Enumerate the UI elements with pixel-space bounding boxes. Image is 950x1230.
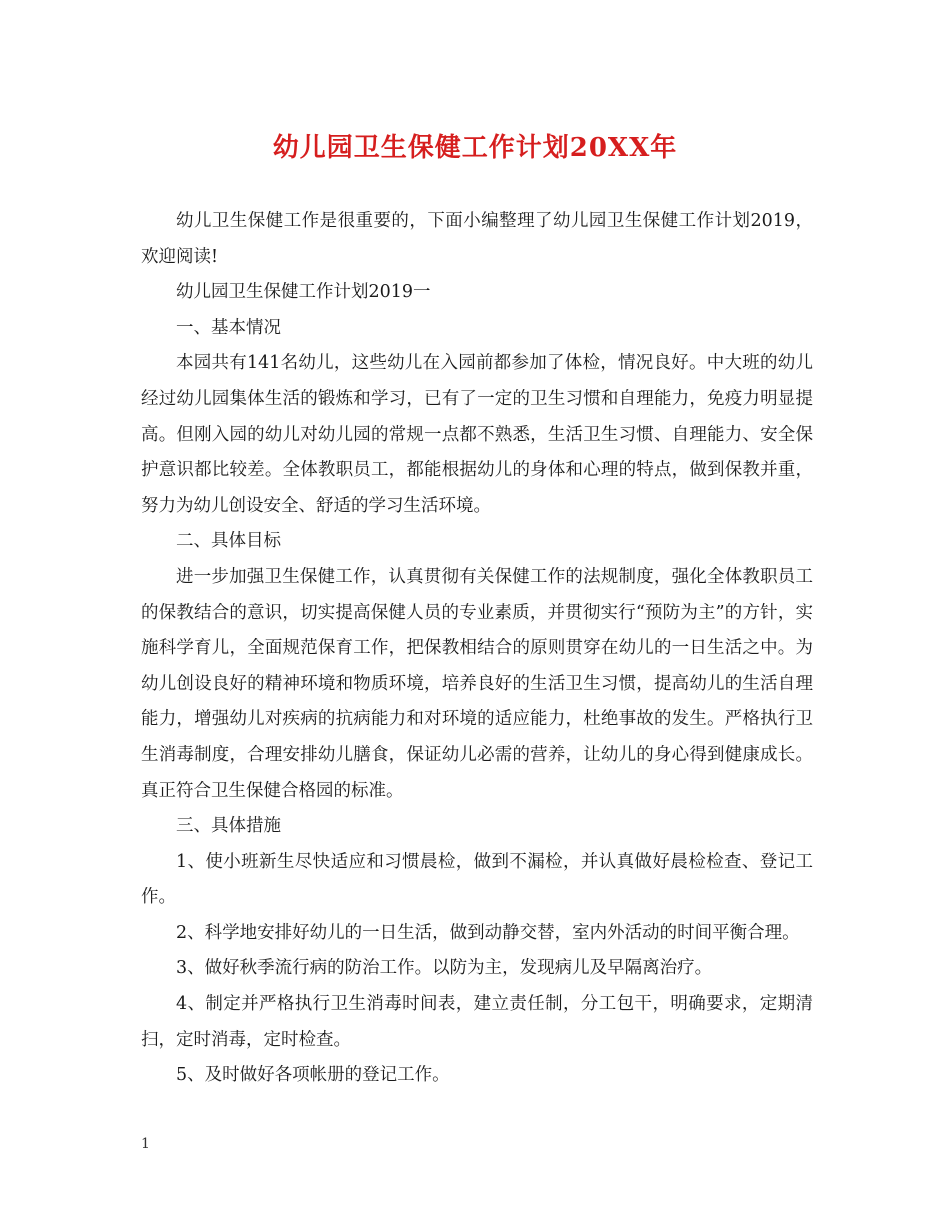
document-title: 幼儿园卫生保健工作计划20XX年 (272, 133, 678, 163)
section-heading-basic: 一、基本情况 (176, 317, 281, 338)
section-heading-measures: 三、具体措施 (176, 816, 281, 837)
goals-paragraph: 进一步加强卫生保健工作，认真贯彻有关保健工作的法规制度，强化全体教职员工的保教结合的意识，切实提高保健人员的专业素质，并贯彻实行“预防为主”的方针，实施科学育儿，全面规范保育工作，把保教相结合的原则贯穿在幼儿的一日生活之中。为幼儿创设良好的精神环境和物质环境，培养良好的生活卫生习惯，提高幼儿的生活自理能力，增强幼儿对疾病的抗病能力和对环境的适应能力，杜绝事故的发生。严格执行卫生消毒制度，合理安排幼儿膳食，保证幼儿必需的营养，让幼儿的身心得到健康成长。真正符合卫生保健合格园的标准。 (141, 566, 813, 801)
measure-item: 5、及时做好各项帐册的登记工作。 (176, 1065, 450, 1086)
measure-item: 1、使小班新生尽快适应和习惯晨检，做到不漏检，并认真做好晨检检查、登记工作。 (141, 851, 813, 908)
document-body (141, 204, 813, 1094)
basic-situation-paragraph: 本园共有141名幼儿，这些幼儿在入园前都参加了体检，情况良好。中大班的幼儿经过幼儿园集体生活的锻炼和学习，已有了一定的卫生习惯和自理能力，免疫力明显提高。但刚入园的幼儿对幼儿园的常规一点都不熟悉，生活卫生习惯、自理能力、安全保护意识都比较差。全体教职员工，都能根据幼儿的身体和心理的特点，做到保教并重，努力为幼儿创设安全、舒适的学习生活环境。 (141, 353, 813, 516)
measure-item: 3、做好秋季流行病的防治工作。以防为主，发现病儿及早隔离治疗。 (176, 958, 713, 979)
measure-item: 2、科学地安排好幼儿的一日生活，做到动静交替，室内外活动的时间平衡合理。 (176, 922, 800, 943)
intro-paragraph: 幼儿卫生保健工作是很重要的，下面小编整理了幼儿园卫生保健工作计划2019，欢迎阅读! (141, 211, 813, 267)
page-number: 1 (141, 1136, 150, 1152)
measure-item: 4、制定并严格执行卫生消毒时间表，建立责任制，分工包干，明确要求，定期清扫，定时消毒，定时检查。 (141, 994, 813, 1050)
section-heading-goals: 二、具体目标 (176, 531, 281, 552)
plan-heading: 幼儿园卫生保健工作计划2019一 (176, 282, 431, 303)
